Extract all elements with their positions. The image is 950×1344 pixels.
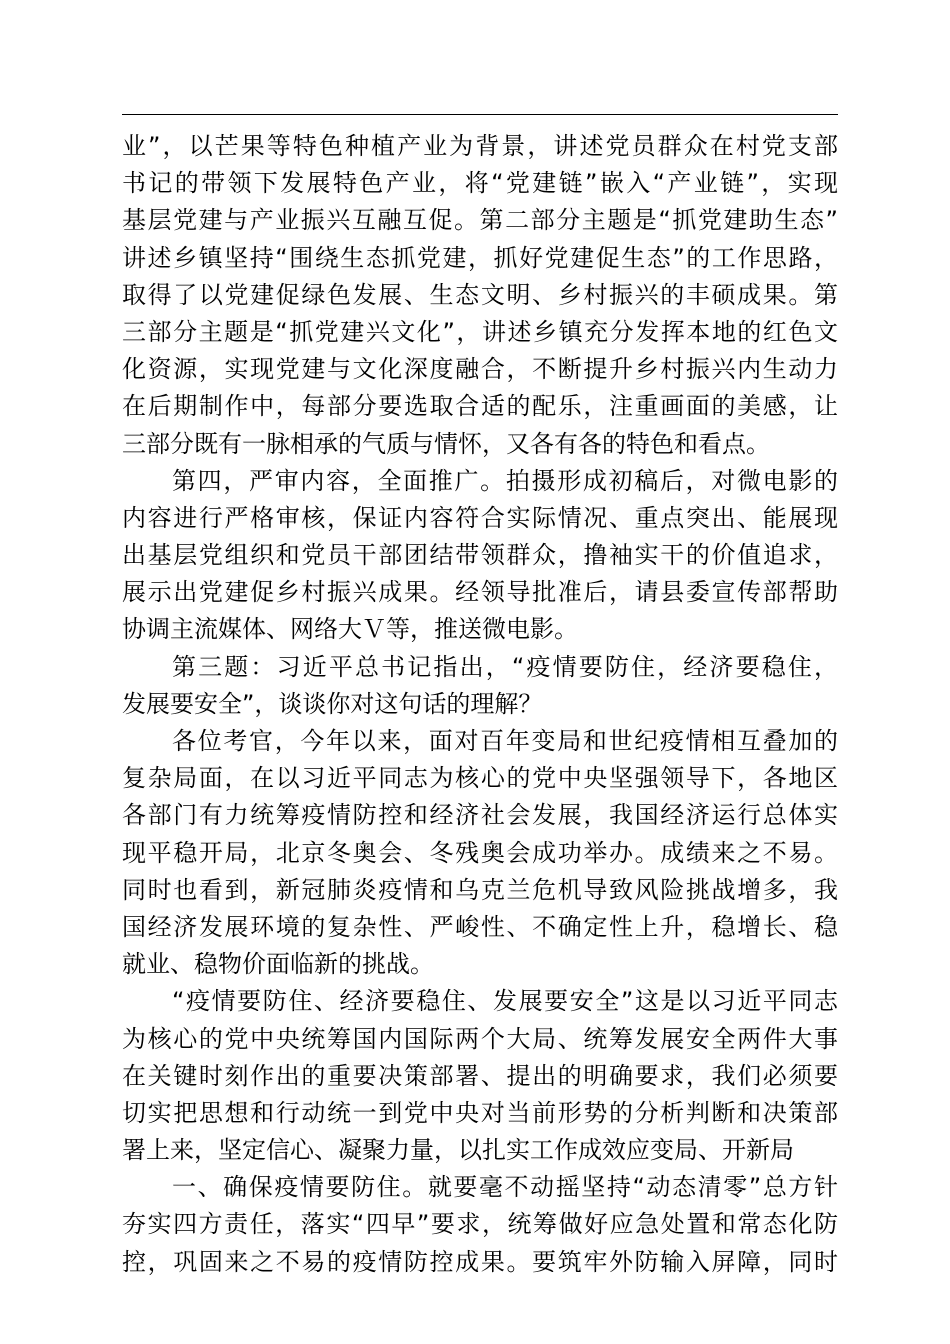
text-line: 切实把思想和行动统一到党中央对当前形势的分析判断和决策部 [122,1098,838,1127]
text-line: 现平稳开局，北京冬奥会、冬残奥会成功举办。成绩来之不易。 [122,838,838,867]
text-line: 讲述乡镇坚持“围绕生态抓党建，抓好党建促生态”的工作思路， [122,243,838,272]
text-line: 基层党建与产业振兴互融互促。第二部分主题是“抓党建助生态” [122,206,838,235]
text-line: 业”，以芒果等特色种植产业为背景，讲述党员群众在村党支部 [122,132,838,160]
text-line: 为核心的党中央统筹国内国际两个大局、统筹发展安全两件大事 [122,1024,838,1053]
text-line: 同时也看到，新冠肺炎疫情和乌克兰危机导致风险挑战增多，我 [122,875,838,904]
text-line: 在后期制作中，每部分要选取合适的配乐，注重画面的美感，让 [122,392,838,421]
text-line: 三部分既有一脉相承的气质与情怀，又各有各的特色和看点。 [122,429,770,458]
text-line: 国经济发展环境的复杂性、严峻性、不确定性上升，稳增长、稳 [122,912,838,941]
text-line: 化资源，实现党建与文化深度融合，不断提升乡村振兴内生动力 [122,355,838,384]
text-line: 书记的带领下发展特色产业，将“党建链”嵌入“产业链”，实现 [122,169,838,198]
text-line: 第四，严审内容，全面推广。拍摄形成初稿后，对微电影的 [172,466,838,495]
text-line: 三部分主题是“抓党建兴文化”，讲述乡镇充分发挥本地的红色文 [122,317,838,346]
text-line: 复杂局面，在以习近平同志为核心的党中央坚强领导下，各地区 [122,764,838,793]
text-line: 在关键时刻作出的重要决策部署、提出的明确要求，我们必须要 [122,1061,838,1090]
text-line: 各位考官，今年以来，面对百年变局和世纪疫情相互叠加的 [172,727,838,755]
text-line: 发展要安全”，谈谈你对这句话的理解？ [122,689,543,718]
text-line: 取得了以党建促绿色发展、生态文明、乡村振兴的丰硕成果。第 [122,280,838,309]
text-line: 协调主流媒体、网络大Ｖ等，推送微电影。 [122,615,578,644]
text-line: 第三题：习近平总书记指出，“疫情要防住，经济要稳住， [172,652,838,681]
text-line: 展示出党建促乡村振兴成果。经领导批准后，请县委宣传部帮助 [122,578,838,607]
header-rule [122,114,838,115]
text-line: 就业、稳物价面临新的挑战。 [122,950,434,979]
text-line: 内容进行严格审核，保证内容符合实际情况、重点突出、能展现 [122,503,838,532]
text-line: 控，巩固来之不易的疫情防控成果。要筑牢外防输入屏障，同时 [122,1247,838,1276]
text-line: “疫情要防住、经济要稳住、发展要安全”这是以习近平同志 [172,987,838,1016]
text-line: 出基层党组织和党员干部团结带领群众，撸袖实干的价值追求， [122,541,838,570]
text-line: 各部门有力统筹疫情防控和经济社会发展，我国经济运行总体实 [122,801,838,830]
text-line: 署上来，坚定信心、凝聚力量，以扎实工作成效应变局、开新局 [122,1136,794,1165]
text-line: 夯实四方责任，落实“四早”要求，统筹做好应急处置和常态化防 [122,1210,838,1239]
document-body [122,128,838,1281]
text-line: 一、确保疫情要防住。就要毫不动摇坚持“动态清零”总方针 [172,1173,838,1202]
